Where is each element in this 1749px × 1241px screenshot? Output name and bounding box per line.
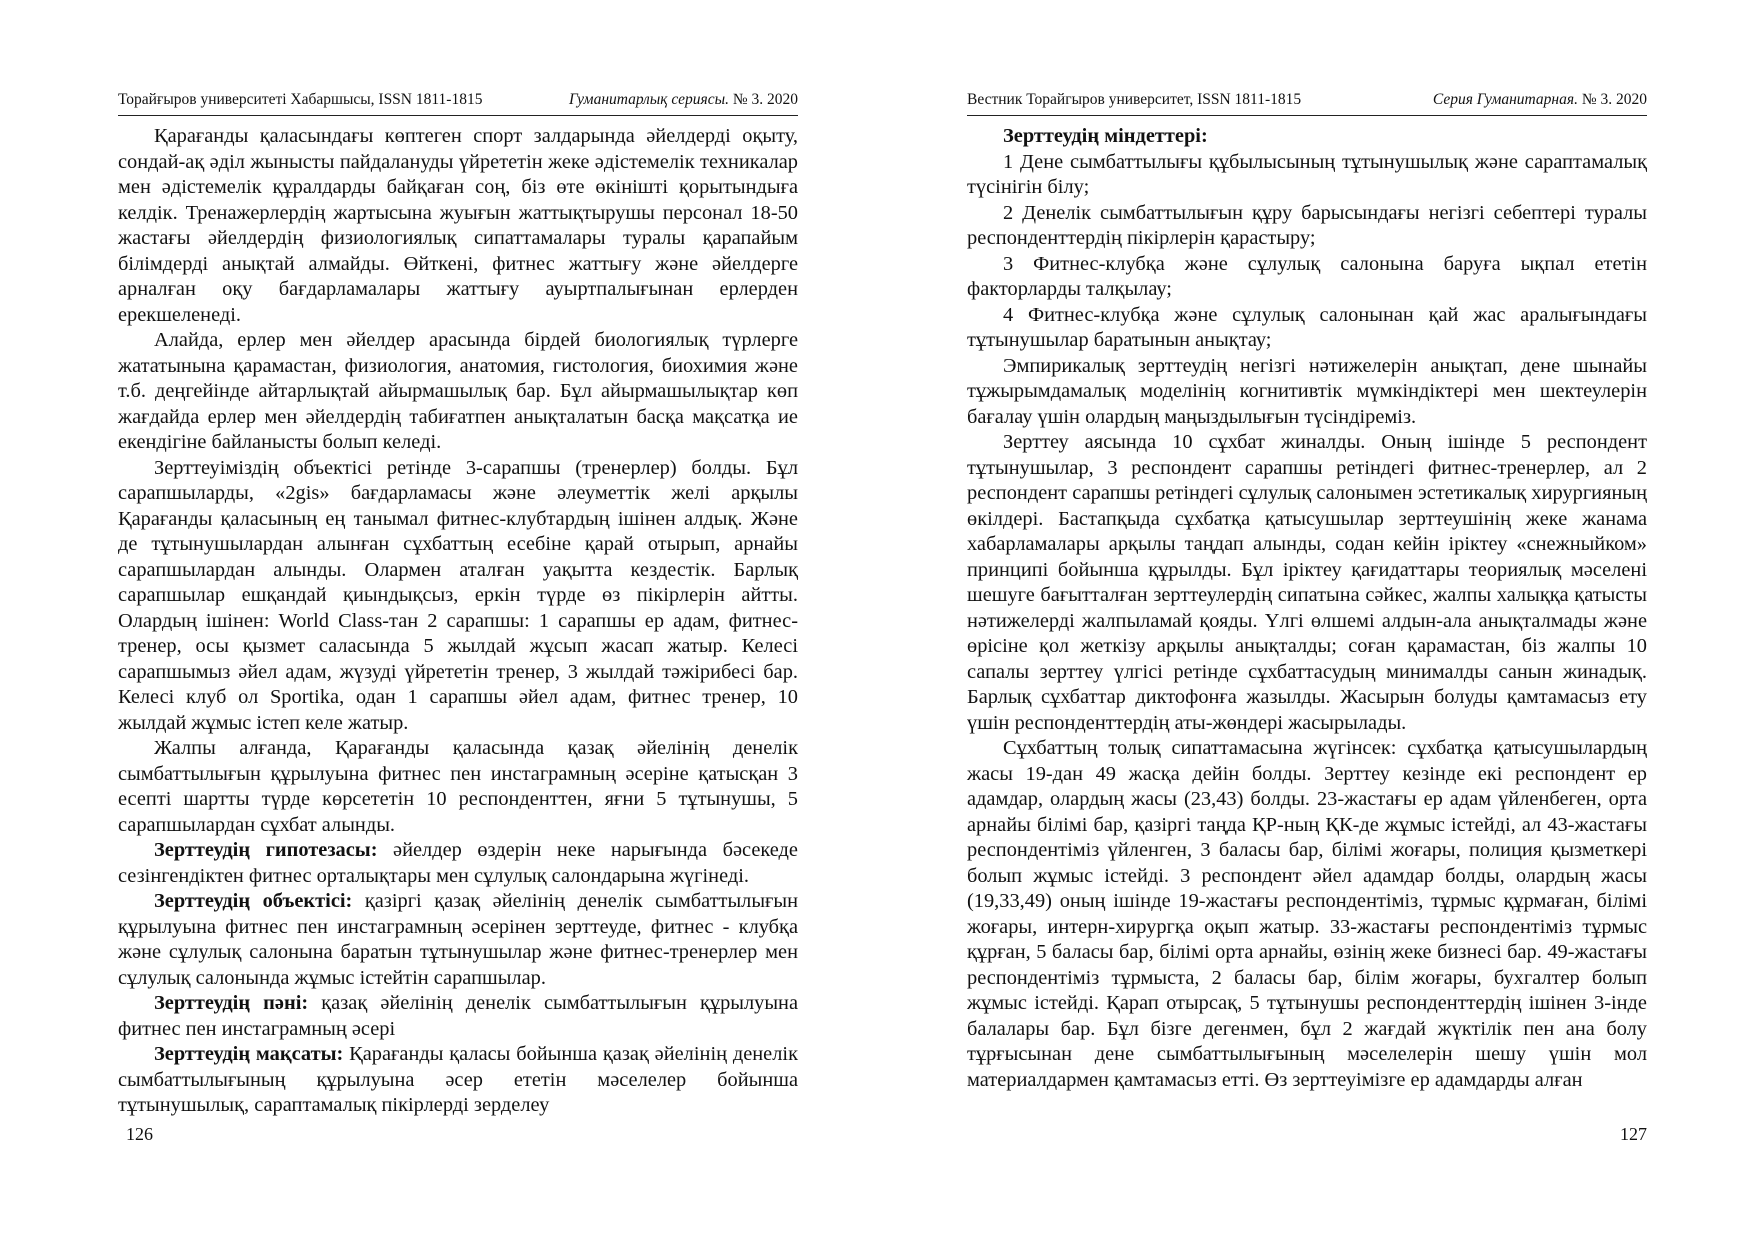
object-text: қазіргі қазақ әйелінің денелік сымбаттылығын құрылуына фитнес пен инстаграмның әсерінен зерттеуде, фитнес - клубқа және сұлулық салонына баратын тұтынушылар және фитнес-тренерлер мен сұлулық салонында жұмыс істейтін сарапшылар. — [118, 890, 799, 989]
journal-title: Вестник Торайгыров университет, ISSN 1811-1815 — [967, 91, 1302, 108]
goal-paragraph — [118, 1042, 798, 1119]
paragraph: Эмпирикалық зерттеудің негізгі нәтижелерін анықтап, дене шынайы тұжырымдамалық моделінің когнитивтік мүмкіндіктері мен шектеулерін бағалау үшін олардың маңыздылығын түсіндіреміз. — [967, 354, 1647, 428]
goal-label: Зерттеудің мақсаты: — [154, 1043, 344, 1065]
hypothesis-label: Зерттеудің гипотезасы: — [154, 839, 378, 861]
task-item: 2 Денелік сымбаттылығын құру барысындағы негізгі себептері туралы респонденттердің пікірлерін қарастыру; — [967, 201, 1647, 249]
task-item: 1 Дене сымбаттылығы құбылысының тұтынушылық және сараптамалық түсінігін білу; — [967, 150, 1647, 198]
hypothesis-text: әйелдер өздерін неке нарығында бәсекеде сезінгендіктен фитнес орталықтары мен сұлулық салондарына жүгінеді. — [118, 839, 798, 887]
object-label: Зерттеудің объектісі: — [154, 890, 353, 912]
series-info — [1433, 91, 1647, 109]
right-page — [967, 0, 1647, 1241]
goal-text: Қарағанды қаласы бойынша қазақ әйелінің денелік сымбаттылығының құрылуына әсер ететін мәселелер бойынша тұтынушылық, сараптамалық пікірлерді зерделеу — [118, 1043, 798, 1116]
task-item: 4 Фитнес-клубқа және сұлулық салонынан қай жас аралығындағы тұтынушылар баратынын анықтау; — [967, 303, 1647, 351]
page-body — [118, 124, 798, 1119]
left-page — [118, 0, 798, 1241]
tasks-heading-paragraph — [967, 124, 1647, 150]
paragraph: Зерттеуіміздің объектісі ретінде 3-сарапшы (тренерлер) болды. Бұл сарапшыларды, «2gis» бағдарламасы және әлеуметтік желі арқылы Қарағанды қаласының ең танымал фитнес-клубтардың ішінен алдық. Және де тұтынушылардан алынған сұхбаттың есебіне қарай отырып, арнайы сарапшылардан алынды. Олармен аталған уақытта кездестік. Барлық сарапшылар ешқандай қиындықсыз, еркін түрде өз пікірлерін айтты. Олардың ішінен: World Class-тан 2 сарапшы: 1 сарапшы ер адам, фитнес-тренер, осы қызмет саласында 5 жылдай жұсып жасап жатыр. Келесі сарапшымыз әйел адам, жүзуді үйрететін тренер, 3 жылдай тәжірибесі бар. Келесі клуб ол Sportika, одан 1 сарапшы әйел адам, фитнес тренер, 10 жылдай жұмыс істеп келе жатыр. — [118, 456, 798, 734]
hypothesis-paragraph — [118, 838, 798, 889]
paragraph: Қарағанды қаласындағы көптеген спорт залдарында әйелдерді оқыту, сондай-ақ әділ жынысты пайдалануды үйрететін жеке әдістемелік техникалар мен әдістемелік құралдарды байқаған соң, біз өте өкінішті қорытындыға келдік. Тренажерлердің жартысына жуығын жаттықтырушы персонал 18-50 жастағы әйелдердің физиологиялық сипаттамалары туралы қарапайым білімдерді анықтай алмайды. Өйткені, фитнес жаттығу және әйелдерге арналған оқу бағдарламалары жаттығу ауыртпалығынан ерлерден ерекшеленеді. — [118, 125, 798, 326]
series-name: Гуманитарлық сериясы. — [569, 91, 729, 108]
paragraph: Жалпы алғанда, Қарағанды қаласында қазақ әйелінің денелік сымбаттылығын құрылуына фитнес пен инстаграмның әсеріне қатысқан 3 есепті шартты түрде көрсететін 10 респонденттен, яғни 5 тұтынушы, 5 сарапшылардан сұхбат алынды. — [118, 737, 798, 836]
page-body — [967, 124, 1647, 1093]
page-number: 126 — [126, 1124, 153, 1144]
paragraph: Сұхбаттың толық сипаттамасына жүгінсек: сұхбатқа қатысушылардың жасы 19-дан 49 жасқа дейін болды. Зерттеу кезінде екі респондент ер адамдар, олардың жасы (23,43) болды. 23-жастағы ер адам үйленбеген, орта арнайы білімі бар, қазіргі таңда ҚР-ның ҚК-де жұмыс істейді, ал 43-жастағы респондентіміз үйленген, 3 баласы бар, білімі жоғары, полиция қызметкері болып жұмыс істейді. 3 респондент әйел адамдар болды, олардың жасы (19,33,49) оның ішінде 19-жастағы респондентіміз, тұрмыс құрмаған, білімі жоғары, интерн-хирургқа оқып жатыр. 33-жастағы респондентіміз тұрмыс құрған, 5 баласы бар, білімі орта арнайы, өзінің жеке бизнесі бар. 49-жастағы респондентіміз тұрмыста, 2 баласы бар, білім жоғары, бухгалтер болып жұмыс істейді. Қарап отырсақ, 5 тұтынушы респонденттердің ішінен 3-інде балалары бар. Бұл бізге дегенмен, бұл 2 жағдай жүктілік пен ана болу тұрғысынан дене сымбаттылығының мәселелерін шешу үшін мол материалдармен қамтамасыз етті. Өз зерттеуімізге ер адамдарды алған — [967, 737, 1647, 1091]
paragraph: Алайда, ерлер мен әйелдер арасында бірдей биологиялық түрлерге жататынына қарамастан, физиология, анатомия, гистология, биохимия және т.б. деңгейінде айтарлықтай айырмашылық бар. Бұл айырмашылықтар көп жағдайда ерлер мен әйелдердің табиғатпен анықталатын басқа мақсатқа ие екендігіне байланысты болып келеді. — [118, 329, 798, 453]
running-header — [967, 91, 1647, 116]
subject-paragraph — [118, 991, 798, 1042]
tasks-heading: Зерттеудің міндеттері: — [1003, 125, 1208, 147]
series-info — [569, 91, 798, 109]
series-name: Серия Гуманитарная. — [1432, 91, 1578, 108]
issue-number: № 3. 2020 — [1577, 91, 1647, 108]
paragraph: Зерттеу аясында 10 сұхбат жиналды. Оның ішінде 5 респондент тұтынушылар, 3 респондент сарапшы ретіндегі фитнес-тренерлер, ал 2 респондент сарапшы ретіндегі сұлулық салонымен эстетикалық хирургияның өкілдері. Бастапқыда сұхбатқа қатысушылар зерттеушінің жеке жанама хабарламалары арқылы таңдап алынды, содан кейін іріктеу «снежныйком» принципі бойынша құрылды. Бұл іріктеу қағидаттары теориялық мәселені шешуге бағытталған зерттеулердің сипатына сәйкес, жалпы халыққа қатысты нәтижелерді жалпыламай қояды. Үлгі өлшемі алдын-ала анықталмады және өрісіне қол жеткізу арқылы анықталды; соған қарамастан, біз жалпы 10 сапалы зерттеу үлгісі ретінде сұхбаттасудың минималды санын жинадық. Барлық сұхбаттар диктофонға жазылды. Жасырын болуды қамтамасыз ету үшін респонденттердің аты-жөндері жасырылады. — [967, 431, 1647, 734]
issue-number: № 3. 2020 — [728, 91, 798, 108]
task-item: 3 Фитнес-клубқа және сұлулық салонына баруға ықпал ететін факторларды талқылау; — [967, 252, 1647, 300]
running-header — [118, 91, 798, 116]
subject-label: Зерттеудің пәні: — [154, 992, 309, 1014]
journal-title: Торайғыров университеті Хабаршысы, ISSN 1811-1815 — [118, 91, 483, 108]
subject-text: қазақ әйелінің денелік сымбаттылығын құрылуына фитнес пен инстаграмның әсері — [118, 992, 798, 1040]
object-paragraph — [118, 889, 798, 991]
page-number: 127 — [1620, 1124, 1647, 1144]
